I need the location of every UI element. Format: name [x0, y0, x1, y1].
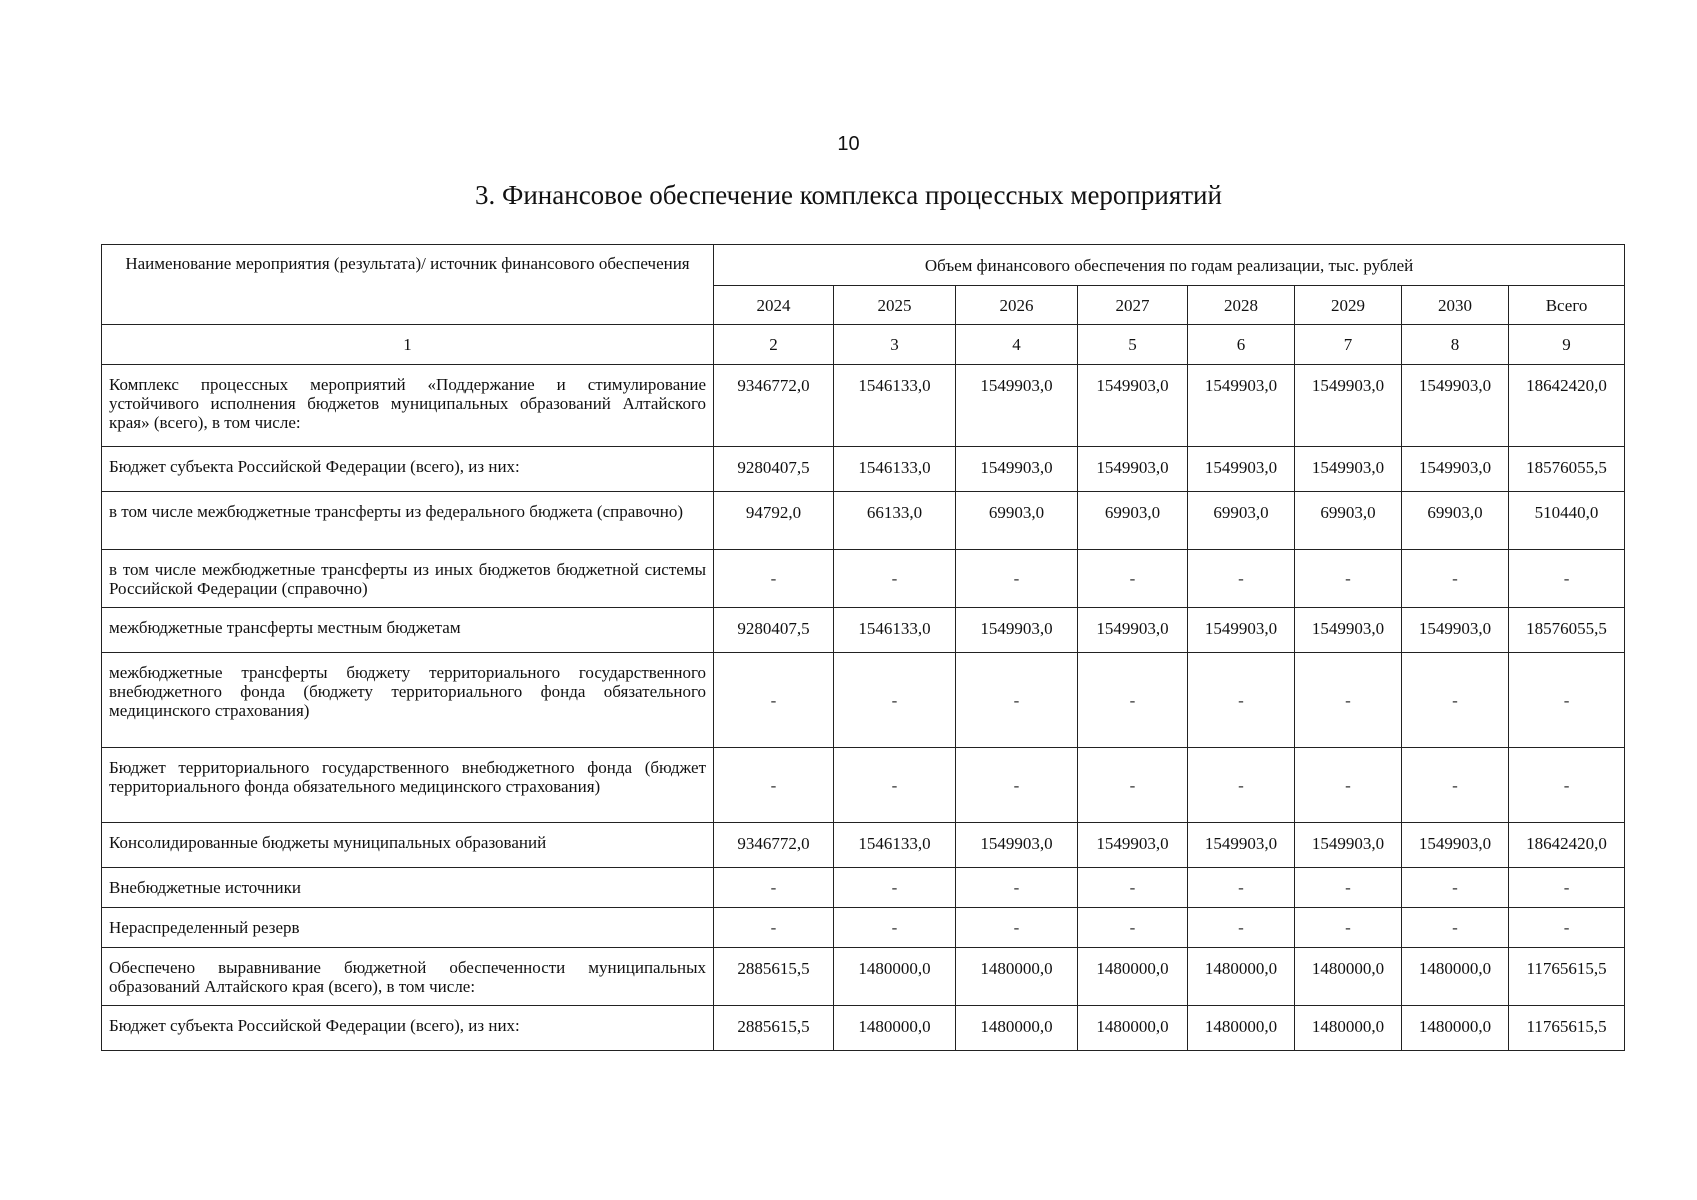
row-value-cell: -: [1402, 868, 1509, 908]
header-year-cell: 2028: [1188, 286, 1295, 325]
row-name-cell: Нераспределенный резерв: [102, 908, 714, 948]
row-value-cell: 18642420,0: [1509, 823, 1625, 868]
table-row: [102, 492, 1625, 550]
row-value-cell: 1546133,0: [834, 447, 956, 492]
row-value-cell: -: [1402, 908, 1509, 948]
row-value-cell: 1480000,0: [1295, 1006, 1402, 1051]
row-value-cell: 1546133,0: [834, 823, 956, 868]
row-value-cell: 1480000,0: [956, 1006, 1078, 1051]
row-value-cell: -: [956, 868, 1078, 908]
row-value-cell: -: [1509, 868, 1625, 908]
row-value-cell: 1546133,0: [834, 608, 956, 653]
row-value-cell: -: [1295, 653, 1402, 748]
row-value-cell: 1480000,0: [956, 948, 1078, 1006]
row-name-cell: Бюджет субъекта Российской Федерации (всего), из них:: [102, 1006, 714, 1051]
row-name-cell: межбюджетные трансферты бюджету территориального государственного внебюджетного фонда (бюджету территориального фонда обязательного медицинского страхования): [102, 653, 714, 748]
row-value-cell: -: [1188, 908, 1295, 948]
column-number-cell: 4: [956, 325, 1078, 365]
row-value-cell: -: [1078, 550, 1188, 608]
row-name-cell: Внебюджетные источники: [102, 868, 714, 908]
row-value-cell: 1549903,0: [956, 447, 1078, 492]
row-value-cell: 66133,0: [834, 492, 956, 550]
row-value-cell: 18576055,5: [1509, 608, 1625, 653]
row-value-cell: 1480000,0: [834, 1006, 956, 1051]
row-value-cell: 94792,0: [714, 492, 834, 550]
header-year-cell: 2027: [1078, 286, 1188, 325]
row-name-cell: Обеспечено выравнивание бюджетной обеспеченности муниципальных образований Алтайского края (всего), в том числе:: [102, 948, 714, 1006]
row-value-cell: 1480000,0: [1295, 948, 1402, 1006]
table-row: [102, 948, 1625, 1006]
row-name-cell: в том числе межбюджетные трансферты из федерального бюджета (справочно): [102, 492, 714, 550]
row-value-cell: 11765615,5: [1509, 948, 1625, 1006]
row-value-cell: -: [956, 550, 1078, 608]
row-value-cell: -: [1078, 868, 1188, 908]
row-value-cell: 1549903,0: [956, 608, 1078, 653]
header-year-cell: 2030: [1402, 286, 1509, 325]
table-row: [102, 653, 1625, 748]
row-value-cell: 2885615,5: [714, 948, 834, 1006]
row-value-cell: 18576055,5: [1509, 447, 1625, 492]
row-value-cell: -: [1188, 868, 1295, 908]
row-value-cell: 9280407,5: [714, 447, 834, 492]
row-value-cell: 2885615,5: [714, 1006, 834, 1051]
header-year-cell: 2024: [714, 286, 834, 325]
row-value-cell: 1549903,0: [1078, 608, 1188, 653]
row-value-cell: 1549903,0: [1188, 823, 1295, 868]
row-value-cell: 1549903,0: [1078, 823, 1188, 868]
row-value-cell: 1549903,0: [1295, 608, 1402, 653]
row-value-cell: 1549903,0: [1188, 608, 1295, 653]
row-value-cell: 1480000,0: [1402, 1006, 1509, 1051]
table-row: [102, 550, 1625, 608]
row-value-cell: 1480000,0: [1402, 948, 1509, 1006]
column-number-cell: 2: [714, 325, 834, 365]
row-value-cell: 1549903,0: [1402, 365, 1509, 447]
row-value-cell: -: [1295, 908, 1402, 948]
row-value-cell: 1549903,0: [1402, 823, 1509, 868]
row-value-cell: -: [1078, 908, 1188, 948]
row-name-cell: в том числе межбюджетные трансферты из иных бюджетов бюджетной системы Российской Федерации (справочно): [102, 550, 714, 608]
row-value-cell: 1480000,0: [1188, 1006, 1295, 1051]
row-value-cell: 1549903,0: [1402, 447, 1509, 492]
row-value-cell: 1480000,0: [1188, 948, 1295, 1006]
row-value-cell: -: [956, 653, 1078, 748]
row-value-cell: -: [1078, 653, 1188, 748]
page-title: 3. Финансовое обеспечение комплекса процессных мероприятий: [475, 180, 1222, 210]
row-name-cell: Бюджет территориального государственного внебюджетного фонда (бюджет территориального фонда обязательного медицинского страхования): [102, 748, 714, 823]
header-year-cell: Всего: [1509, 286, 1625, 325]
table-row: [102, 823, 1625, 868]
header-year-cell: 2026: [956, 286, 1078, 325]
row-value-cell: -: [1295, 748, 1402, 823]
row-value-cell: 1549903,0: [1295, 447, 1402, 492]
row-value-cell: 9280407,5: [714, 608, 834, 653]
row-value-cell: 1480000,0: [1078, 948, 1188, 1006]
table-row: [102, 1006, 1625, 1051]
column-number-row: [102, 325, 1625, 365]
column-number-cell: 6: [1188, 325, 1295, 365]
row-value-cell: -: [1509, 550, 1625, 608]
row-value-cell: -: [834, 653, 956, 748]
row-value-cell: -: [956, 908, 1078, 948]
row-value-cell: -: [1188, 550, 1295, 608]
row-value-cell: 69903,0: [1295, 492, 1402, 550]
row-value-cell: 1549903,0: [1188, 365, 1295, 447]
row-value-cell: 1549903,0: [1295, 823, 1402, 868]
table-row: [102, 748, 1625, 823]
row-value-cell: -: [956, 748, 1078, 823]
row-value-cell: -: [714, 868, 834, 908]
row-value-cell: 69903,0: [1078, 492, 1188, 550]
column-number-cell: 9: [1509, 325, 1625, 365]
table-row: [102, 365, 1625, 447]
row-value-cell: 18642420,0: [1509, 365, 1625, 447]
row-value-cell: -: [1509, 653, 1625, 748]
row-name-cell: межбюджетные трансферты местным бюджетам: [102, 608, 714, 653]
financing-table: [101, 244, 1625, 1051]
row-value-cell: -: [1295, 550, 1402, 608]
row-value-cell: 11765615,5: [1509, 1006, 1625, 1051]
row-value-cell: -: [1402, 550, 1509, 608]
row-value-cell: 1546133,0: [834, 365, 956, 447]
row-value-cell: 69903,0: [956, 492, 1078, 550]
row-value-cell: 9346772,0: [714, 823, 834, 868]
row-value-cell: -: [1188, 653, 1295, 748]
row-name-cell: Консолидированные бюджеты муниципальных образований: [102, 823, 714, 868]
row-value-cell: -: [714, 748, 834, 823]
header-year-cell: 2025: [834, 286, 956, 325]
row-name-cell: Комплекс процессных мероприятий «Поддержание и стимулирование устойчивого исполнения бюджетов муниципальных образований Алтайского края» (всего), в том числе:: [102, 365, 714, 447]
column-number-cell: 3: [834, 325, 956, 365]
header-name-cell: Наименование мероприятия (результата)/ источник финансового обеспечения: [102, 245, 714, 325]
row-value-cell: 1549903,0: [956, 823, 1078, 868]
row-value-cell: -: [1078, 748, 1188, 823]
column-number-cell: 7: [1295, 325, 1402, 365]
row-value-cell: -: [1509, 748, 1625, 823]
row-value-cell: 1480000,0: [1078, 1006, 1188, 1051]
column-number-cell: 5: [1078, 325, 1188, 365]
column-number-cell: 1: [102, 325, 714, 365]
row-value-cell: -: [834, 908, 956, 948]
row-value-cell: -: [714, 550, 834, 608]
row-value-cell: -: [1295, 868, 1402, 908]
row-value-cell: 1549903,0: [1188, 447, 1295, 492]
row-value-cell: -: [714, 653, 834, 748]
row-value-cell: 510440,0: [1509, 492, 1625, 550]
row-value-cell: 1549903,0: [1078, 447, 1188, 492]
row-value-cell: 69903,0: [1188, 492, 1295, 550]
row-value-cell: -: [834, 748, 956, 823]
page-number: 10: [837, 133, 860, 155]
header-group-cell: Объем финансового обеспечения по годам реализации, тыс. рублей: [714, 245, 1625, 286]
row-value-cell: 1549903,0: [1078, 365, 1188, 447]
row-name-cell: Бюджет субъекта Российской Федерации (всего), из них:: [102, 447, 714, 492]
row-value-cell: 9346772,0: [714, 365, 834, 447]
column-number-cell: 8: [1402, 325, 1509, 365]
row-value-cell: 1549903,0: [1295, 365, 1402, 447]
row-value-cell: -: [834, 550, 956, 608]
row-value-cell: -: [1188, 748, 1295, 823]
row-value-cell: -: [834, 868, 956, 908]
row-value-cell: 1549903,0: [1402, 608, 1509, 653]
table-row: [102, 608, 1625, 653]
table-row: [102, 447, 1625, 492]
header-year-cell: 2029: [1295, 286, 1402, 325]
row-value-cell: 69903,0: [1402, 492, 1509, 550]
row-value-cell: -: [1402, 653, 1509, 748]
row-value-cell: -: [1509, 908, 1625, 948]
row-value-cell: -: [1402, 748, 1509, 823]
table-row: [102, 908, 1625, 948]
table-row: [102, 868, 1625, 908]
row-value-cell: 1480000,0: [834, 948, 956, 1006]
row-value-cell: 1549903,0: [956, 365, 1078, 447]
row-value-cell: -: [714, 908, 834, 948]
